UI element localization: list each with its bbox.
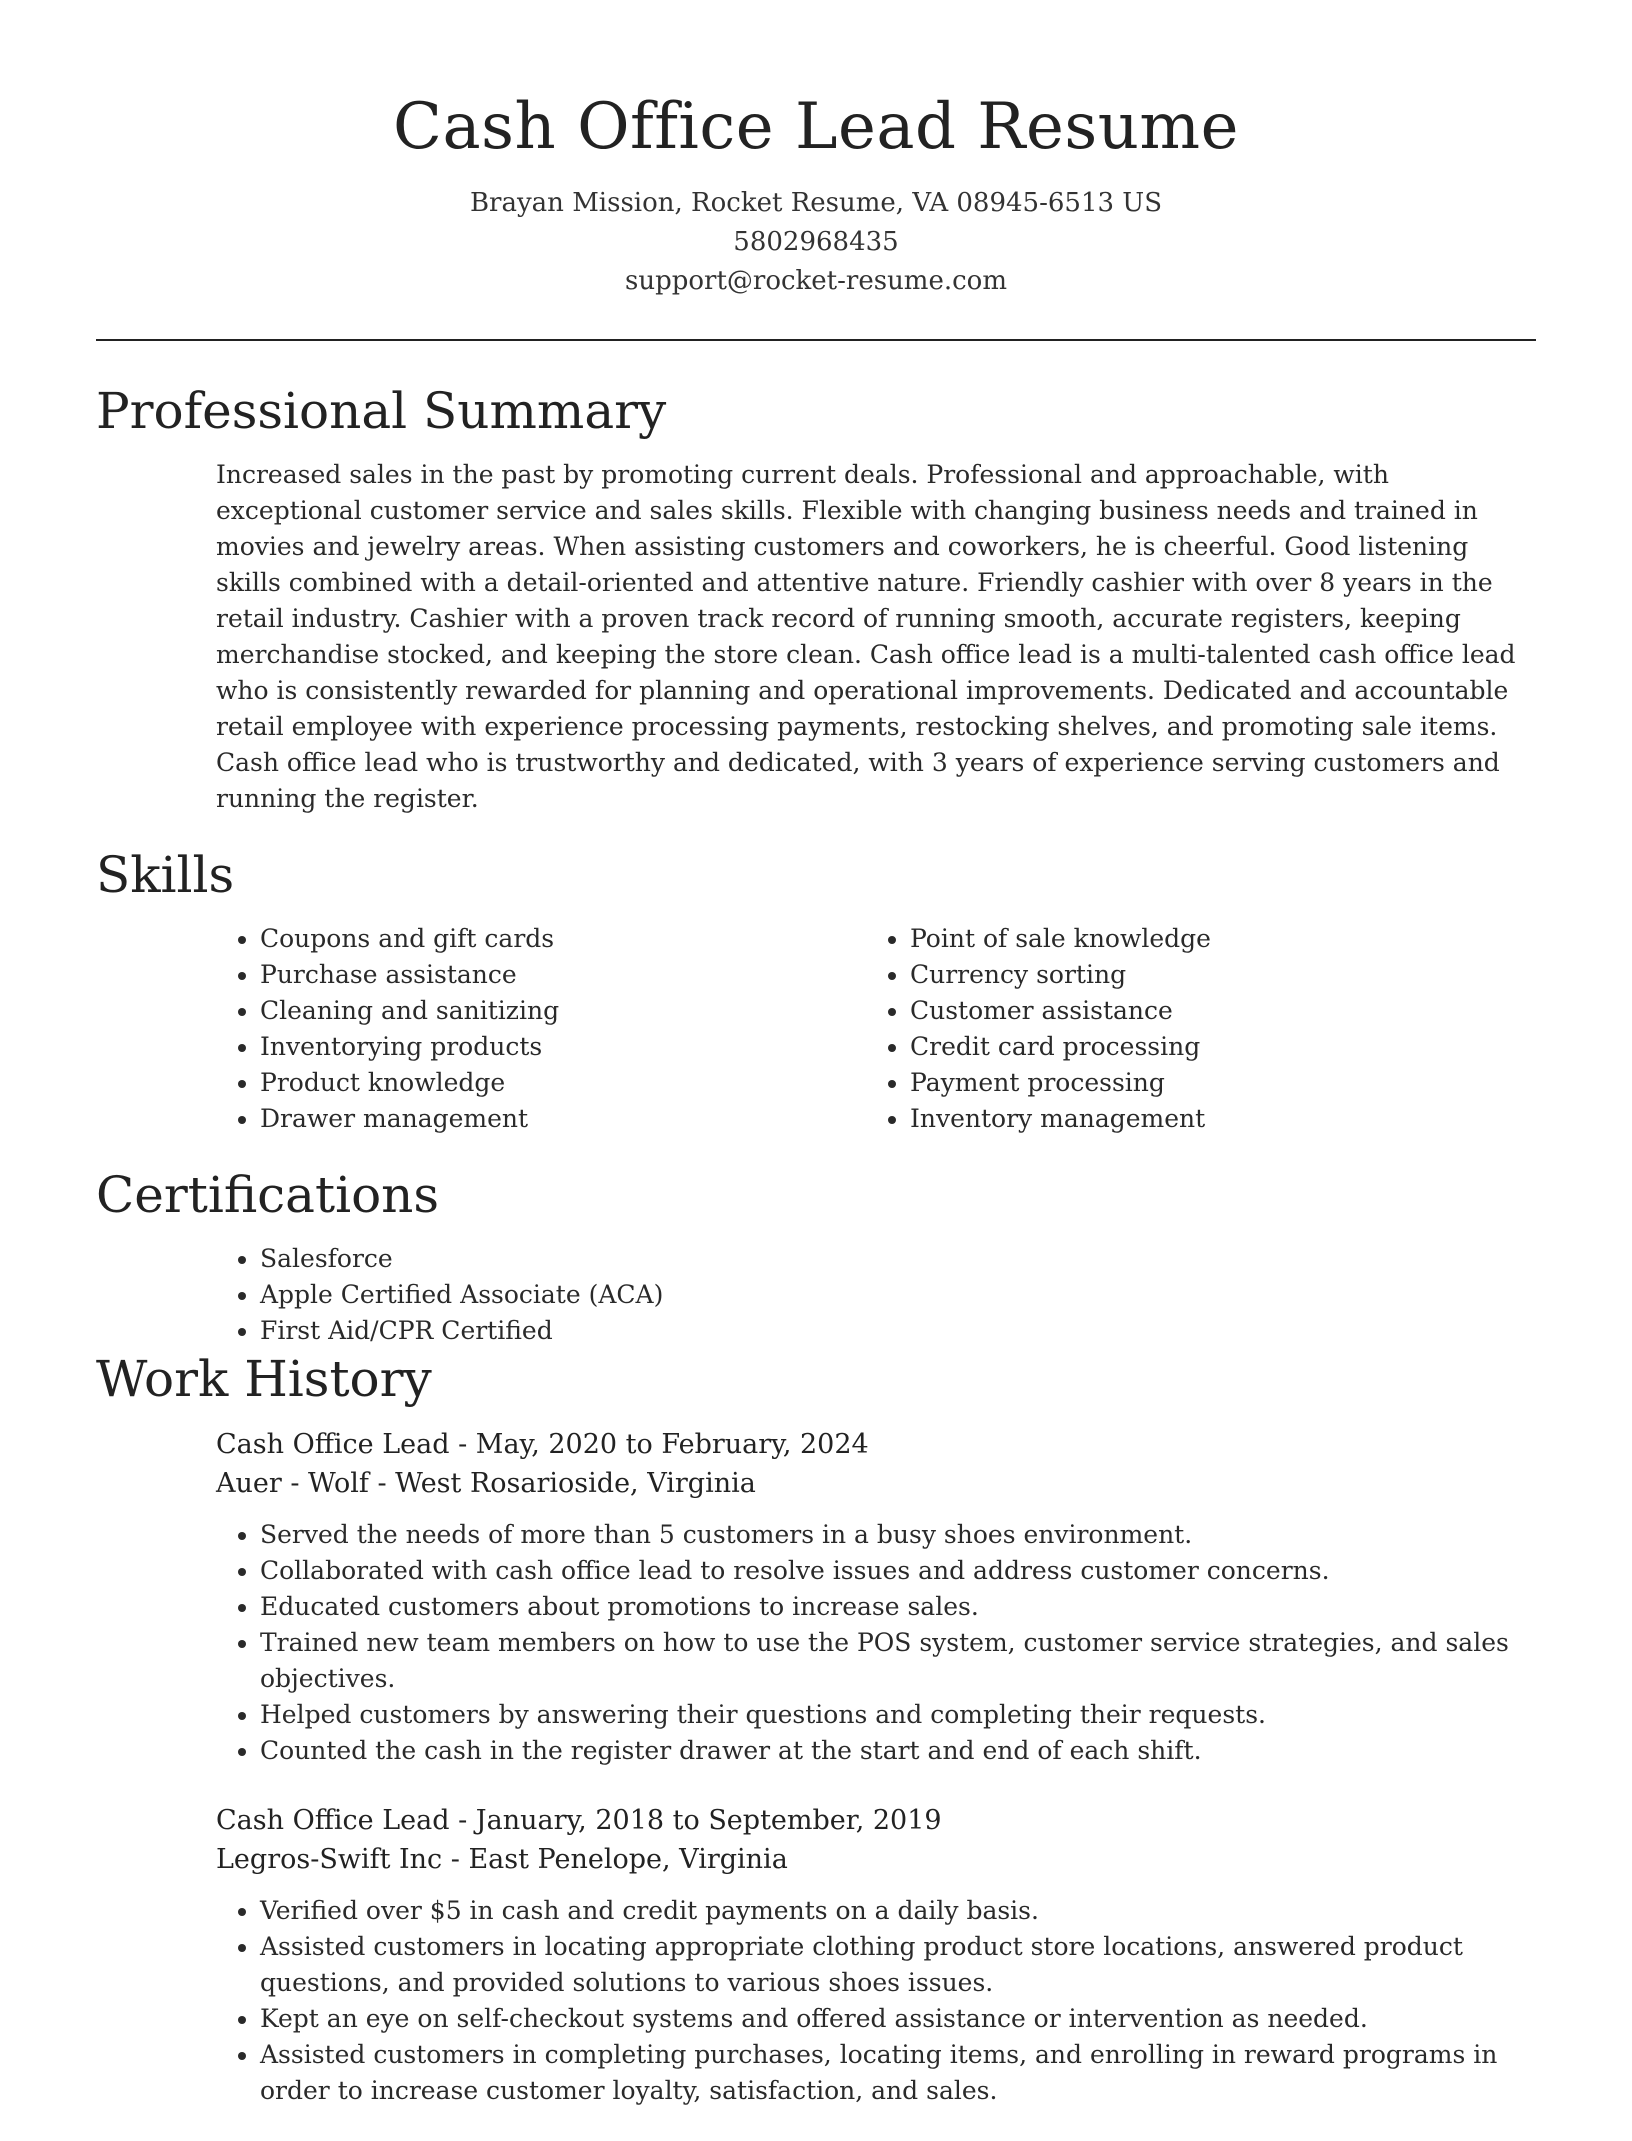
job-duty: • Served the needs of more than 5 customers in a busy shoes environment.: [260, 1517, 1536, 1553]
job-duty: • Assisted customers in locating appropriate clothing product store locations, answered product questions, and provided solutions to various shoes issues.: [260, 1929, 1536, 2001]
skill-item: • Cleaning and sanitizing: [260, 993, 746, 1029]
job-company: Legros-Swift Inc - East Penelope, Virginia: [216, 1844, 788, 1875]
job-duty: • Trained new team members on how to use the POS system, customer service strategies, and sales objectives.: [260, 1625, 1536, 1697]
certifications-section: [96, 1165, 1536, 1349]
certifications-heading: Certifications: [96, 1166, 440, 1224]
job-duties-list: [216, 1893, 1536, 2109]
summary-heading: Professional Summary: [96, 382, 667, 440]
certification-item: • Apple Certified Associate (ACA): [260, 1277, 1536, 1313]
skill-item: • Drawer management: [260, 1101, 746, 1137]
work-history-section: [96, 1349, 1536, 2109]
job-title: Cash Office Lead - January, 2018 to September, 2019: [216, 1805, 942, 1836]
contact-email: support@rocket-resume.com: [624, 266, 1007, 296]
skill-item: • Point of sale knowledge: [910, 921, 1536, 957]
skill-item: • Inventory management: [910, 1101, 1536, 1137]
summary-text: Increased sales in the past by promoting current deals. Professional and approachable, with exceptional customer service and sales skills. Flexible with changing business needs and trained in movies and jewelry areas. When assisting customers and coworkers, he is cheerful. Good listening skills combined with a detail-oriented and attentive nature. Friendly cashier with over 8 years in the retail industry. Cashier with a proven track record of running smooth, accurate registers, keeping merchandise stocked, and keeping the store clean. Cash office lead is a multi-talented cash office lead who is consistently rewarded for planning and operational improvements. Dedicated and accountable retail employee with experience processing payments, restocking shelves, and promoting sale items. Cash office lead who is trustworthy and dedicated, with 3 years of experience serving customers and running the register.: [216, 460, 1516, 813]
resume-header: [96, 88, 1536, 301]
skills-section: [96, 845, 1536, 1137]
job-duties-list: [216, 1517, 1536, 1769]
job-duty: • Counted the cash in the register drawer at the start and end of each shift.: [260, 1733, 1536, 1769]
job-company: Auer - Wolf - West Rosarioside, Virginia: [216, 1468, 756, 1499]
skill-item: • Product knowledge: [260, 1065, 746, 1101]
header-divider: [96, 339, 1536, 341]
certifications-list: [96, 1241, 1536, 1349]
skill-item: • Purchase assistance: [260, 957, 746, 993]
job-duty: • Educated customers about promotions to increase sales.: [260, 1589, 1536, 1625]
skill-item: • Coupons and gift cards: [260, 921, 746, 957]
skills-list-left: [96, 921, 746, 1137]
job-duty: • Helped customers by answering their questions and completing their requests.: [260, 1697, 1536, 1733]
certification-item: • Salesforce: [260, 1241, 1536, 1277]
skills-grid: [96, 921, 1536, 1137]
skills-heading: Skills: [96, 846, 235, 904]
job-entry: [216, 1425, 1536, 1769]
work-history-heading: Work History: [96, 1350, 432, 1408]
skill-item: • Inventorying products: [260, 1029, 746, 1065]
skill-item: • Credit card processing: [910, 1029, 1536, 1065]
skills-list-right: [746, 921, 1536, 1137]
job-duty: • Verified over $5 in cash and credit payments on a daily basis.: [260, 1893, 1536, 1929]
job-duty: • Assisted customers in completing purchases, locating items, and enrolling in reward programs in order to increase customer loyalty, satisfaction, and sales.: [260, 2037, 1536, 2109]
job-duty: • Collaborated with cash office lead to resolve issues and address customer concerns.: [260, 1553, 1536, 1589]
contact-phone: 5802968435: [733, 227, 899, 257]
skill-item: • Payment processing: [910, 1065, 1536, 1101]
job-title: Cash Office Lead - May, 2020 to February, 2024: [216, 1429, 869, 1460]
job-entry: [216, 1801, 1536, 2109]
resume-title: Cash Office Lead Resume: [393, 90, 1239, 164]
skill-item: • Currency sorting: [910, 957, 1536, 993]
contact-address: Brayan Mission, Rocket Resume, VA 08945-6513 US: [469, 188, 1163, 218]
summary-section: [96, 381, 1536, 817]
certification-item: • First Aid/CPR Certified: [260, 1313, 1536, 1349]
skill-item: • Customer assistance: [910, 993, 1536, 1029]
resume-page: [96, 0, 1536, 2141]
job-duty: • Kept an eye on self-checkout systems and offered assistance or intervention as needed.: [260, 2001, 1536, 2037]
